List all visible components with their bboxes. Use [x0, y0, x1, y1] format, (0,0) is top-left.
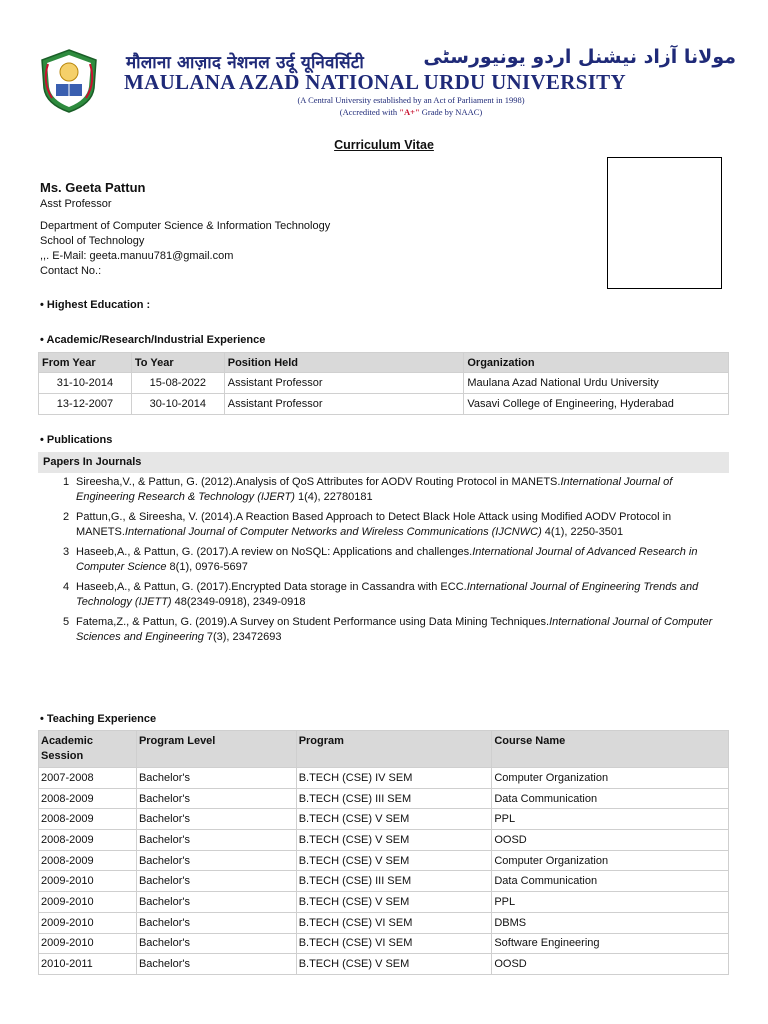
table-header-row — [39, 731, 729, 768]
table-row — [39, 373, 729, 394]
table-row — [39, 912, 729, 933]
course-cell: Data Communication — [492, 788, 729, 809]
column-header: From Year — [39, 353, 132, 373]
program-cell: B.TECH (CSE) V SEM — [296, 892, 492, 913]
column-header: To Year — [131, 353, 224, 373]
section-teaching: • Teaching Experience — [40, 713, 157, 725]
position-cell: Assistant Professor — [224, 394, 464, 415]
level-cell: Bachelor's — [136, 850, 296, 871]
table-row — [39, 788, 729, 809]
course-cell: OOSD — [492, 830, 729, 851]
table-row — [39, 850, 729, 871]
university-tagline: (A Central University established by an Act of Parliament in 1998) — [297, 95, 525, 105]
course-cell: Computer Organization — [492, 850, 729, 871]
university-name: MAULANA AZAD NATIONAL URDU UNIVERSITY — [124, 70, 626, 94]
column-header: Course Name — [492, 731, 729, 768]
section-highest-education: • Highest Education : — [40, 299, 151, 311]
table-row — [39, 954, 729, 975]
person-name: Ms. Geeta Pattun — [40, 180, 146, 195]
session-cell: 2009-2010 — [39, 912, 137, 933]
person-email: ,,. E-Mail: geeta.manuu781@gmail.com — [40, 250, 234, 262]
from-year-cell: 13-12-2007 — [39, 394, 132, 415]
organization-cell: Vasavi College of Engineering, Hyderabad — [464, 394, 729, 415]
table-row — [39, 830, 729, 851]
column-header: Academic Session — [39, 731, 137, 768]
person-designation: Asst Professor — [40, 198, 112, 210]
to-year-cell: 30-10-2014 — [131, 394, 224, 415]
university-name-hindi: मौलाना आज़ाद नेशनल उर्दू यूनिवर्सिटी — [126, 53, 364, 73]
section-experience: • Academic/Research/Industrial Experience — [40, 334, 266, 346]
course-cell: DBMS — [492, 912, 729, 933]
organization-cell: Maulana Azad National Urdu University — [464, 373, 729, 394]
teaching-table — [38, 730, 729, 975]
column-header: Program Level — [136, 731, 296, 768]
table-row — [39, 871, 729, 892]
course-cell: PPL — [492, 809, 729, 830]
course-cell: OOSD — [492, 954, 729, 975]
course-cell: Computer Organization — [492, 768, 729, 789]
table-row — [39, 768, 729, 789]
session-cell: 2009-2010 — [39, 892, 137, 913]
level-cell: Bachelor's — [136, 933, 296, 954]
person-department: Department of Computer Science & Information Technology — [40, 220, 331, 232]
session-cell: 2007-2008 — [39, 768, 137, 789]
session-cell: 2008-2009 — [39, 830, 137, 851]
course-cell: Data Communication — [492, 871, 729, 892]
program-cell: B.TECH (CSE) V SEM — [296, 850, 492, 871]
program-cell: B.TECH (CSE) IV SEM — [296, 768, 492, 789]
session-cell: 2008-2009 — [39, 809, 137, 830]
column-header: Organization — [464, 353, 729, 373]
session-cell: 2008-2009 — [39, 788, 137, 809]
program-cell: B.TECH (CSE) III SEM — [296, 871, 492, 892]
session-cell: 2008-2009 — [39, 850, 137, 871]
session-cell: 2009-2010 — [39, 933, 137, 954]
publication-item: 4 Haseeb,A., & Pattun, G. (2017).Encrypted Data storage in Cassandra with ECC.International Journal of Engineering Trends and Technology (IJETT) 48(2349-0918), 2349-0918 — [63, 581, 699, 608]
page-title: Curriculum Vitae — [334, 138, 434, 152]
course-cell: PPL — [492, 892, 729, 913]
accreditation-line: (Accredited with "A+" Grade by NAAC) — [339, 107, 483, 117]
level-cell: Bachelor's — [136, 912, 296, 933]
section-publications: • Publications — [40, 434, 113, 446]
publication-item: 2 Pattun,G., & Sireesha, V. (2014).A Reaction Based Approach to Detect Black Hole Attack using Modified AODV Protocol in MANETS.International Journal of Computer Networks and Wireless Communications (IJCNWC) 4(1), 2250-3501 — [63, 511, 672, 538]
person-school: School of Technology — [40, 235, 145, 247]
program-cell: B.TECH (CSE) V SEM — [296, 830, 492, 851]
publication-item: 1 Sireesha,V., & Pattun, G. (2012).Analysis of QoS Attributes for AODV Routing Protocol in MANETS.International Journal of Engineering Research & Technology (IJERT) 1(4), 22780181 — [63, 476, 673, 503]
table-row — [39, 394, 729, 415]
level-cell: Bachelor's — [136, 892, 296, 913]
table-row — [39, 892, 729, 913]
program-cell: B.TECH (CSE) III SEM — [296, 788, 492, 809]
person-contact: Contact No.: — [40, 265, 102, 277]
level-cell: Bachelor's — [136, 871, 296, 892]
level-cell: Bachelor's — [136, 830, 296, 851]
level-cell: Bachelor's — [136, 809, 296, 830]
level-cell: Bachelor's — [136, 954, 296, 975]
course-cell: Software Engineering — [492, 933, 729, 954]
table-row — [39, 809, 729, 830]
naac-grade: "A+" — [399, 107, 420, 117]
column-header: Position Held — [224, 353, 464, 373]
publication-list — [38, 475, 729, 650]
publication-item: 5 Fatema,Z., & Pattun, G. (2019).A Survey on Student Performance using Data Mining Techniques.International Journal of Computer Sciences and Engineering 7(3), 23472693 — [63, 616, 713, 643]
table-row — [39, 933, 729, 954]
session-cell: 2009-2010 — [39, 871, 137, 892]
level-cell: Bachelor's — [136, 768, 296, 789]
university-name-urdu: مولانا آزاد نیشنل اردو یونیورسٹی — [423, 46, 736, 68]
program-cell: B.TECH (CSE) V SEM — [296, 809, 492, 830]
program-cell: B.TECH (CSE) VI SEM — [296, 933, 492, 954]
position-cell: Assistant Professor — [224, 373, 464, 394]
table-header-row — [39, 353, 729, 373]
publication-item: 3 Haseeb,A., & Pattun, G. (2017).A review on NoSQL: Applications and challenges.International Journal of Advanced Research in Computer Science 8(1), 0976-5697 — [63, 546, 698, 573]
program-cell: B.TECH (CSE) V SEM — [296, 954, 492, 975]
level-cell: Bachelor's — [136, 788, 296, 809]
photo-placeholder — [607, 157, 722, 289]
column-header: Program — [296, 731, 492, 768]
from-year-cell: 31-10-2014 — [39, 373, 132, 394]
to-year-cell: 15-08-2022 — [131, 373, 224, 394]
papers-in-journals-header: Papers In Journals — [38, 452, 729, 473]
experience-table — [38, 352, 729, 415]
university-header — [36, 44, 736, 124]
session-cell: 2010-2011 — [39, 954, 137, 975]
program-cell: B.TECH (CSE) VI SEM — [296, 912, 492, 933]
